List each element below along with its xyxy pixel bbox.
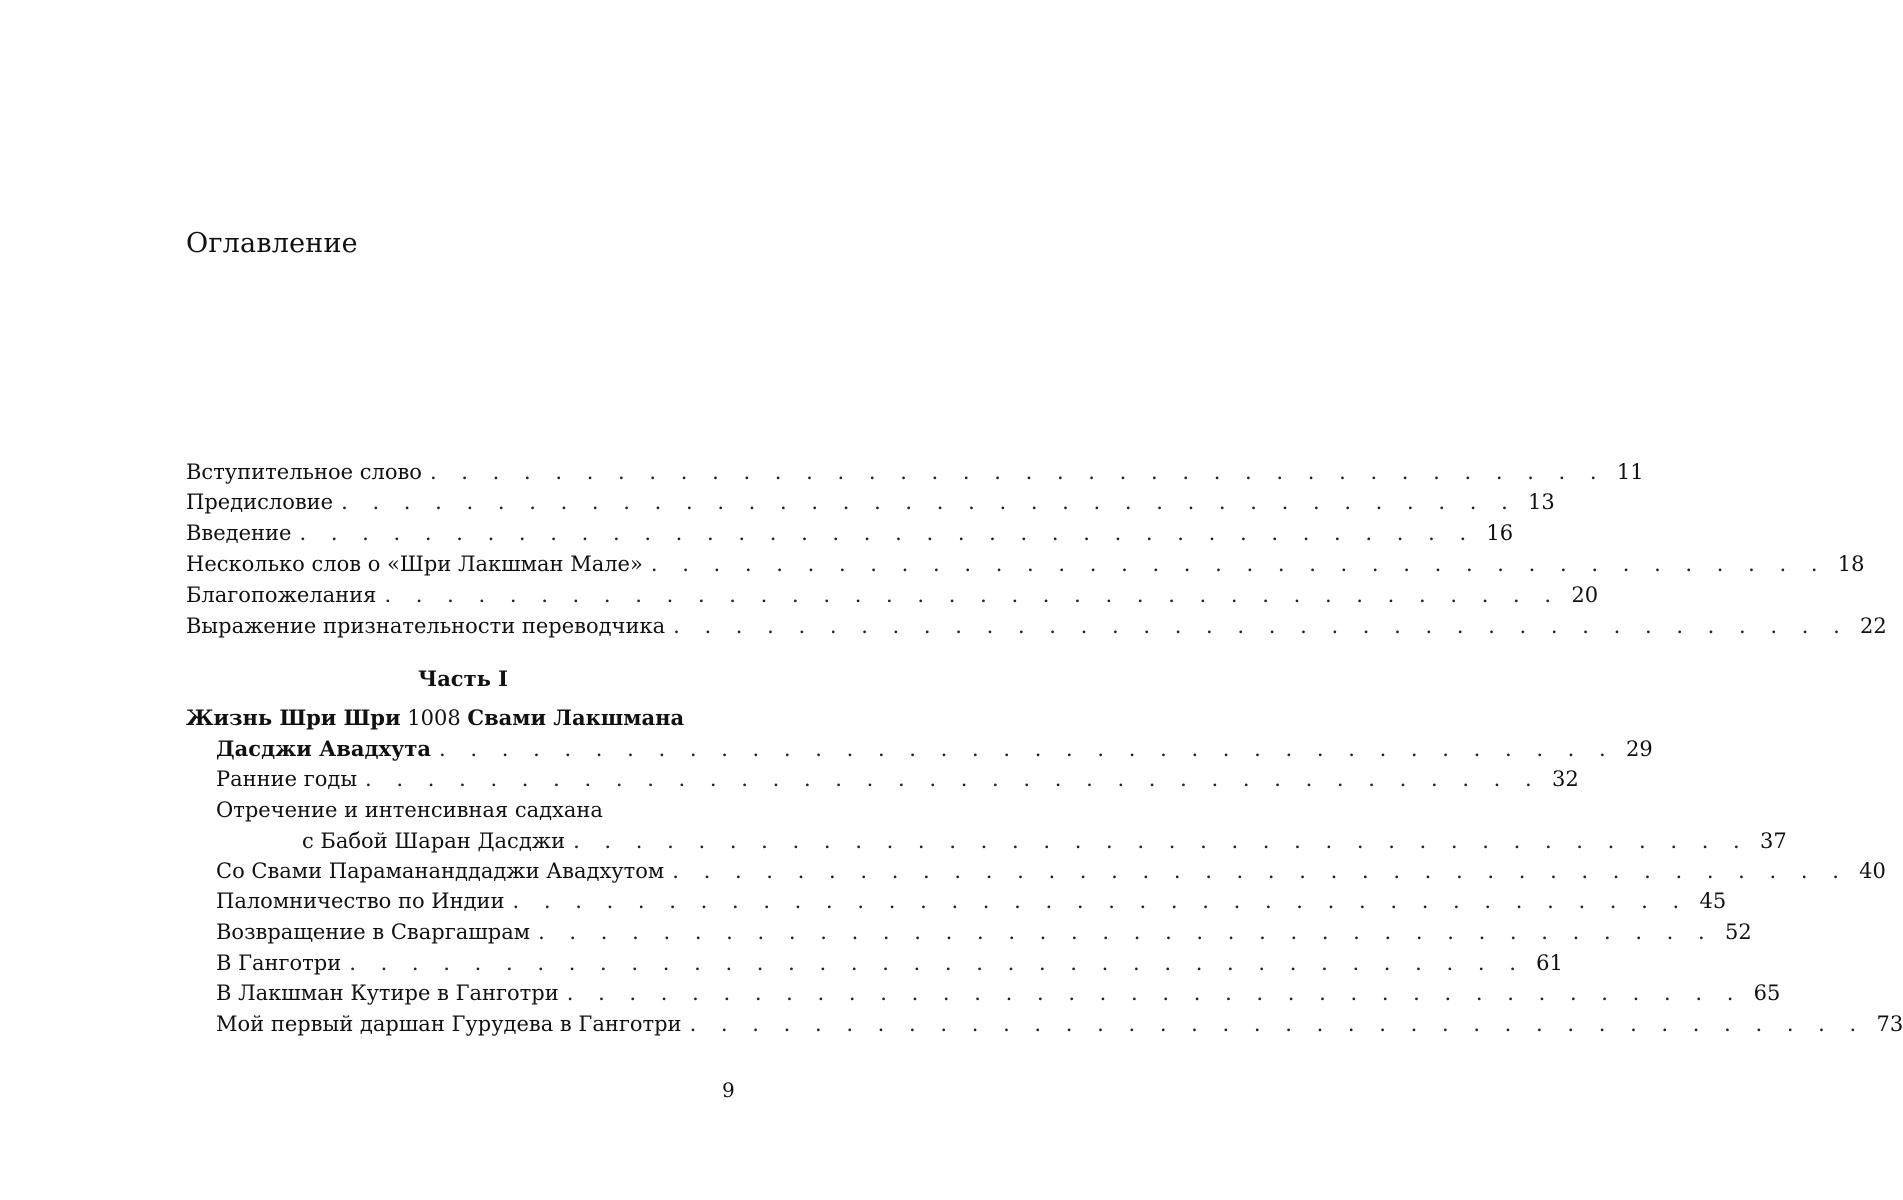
- part-heading: Часть I: [418, 666, 508, 691]
- toc-entry-page: 65: [1753, 981, 1781, 1005]
- chapter-title-part-a: Жизнь Шри Шри: [186, 705, 401, 730]
- toc-entry[interactable]: [216, 978, 1781, 1008]
- leader-dots: . . . . . . . . . . . . . . . . . . . . . . . . . . . . . . . . . . . . . .: [349, 951, 1525, 975]
- toc-entry-label-line1[interactable]: Отречение и интенсивная садхана: [216, 798, 603, 822]
- toc-entry-label: Несколько слов о «Шри Лакшман Мале»: [186, 552, 643, 576]
- toc-entry[interactable]: [186, 487, 1555, 517]
- toc-entry[interactable]: [216, 1009, 1903, 1039]
- toc-entry-page: 40: [1859, 859, 1886, 883]
- leader-dots: . . . . . . . . . . . . . . . . . . . . . . . . . . . . . . . . . . . . . .: [650, 552, 1827, 576]
- leader-dots: . . . . . . . . . . . . . . . . . . . . . . . . . . . . . . . . . . . . . .: [341, 490, 1517, 514]
- leader-dots: . . . . . . . . . . . . . . . . . . . . . . . . . . . . . . . . . . . . . .: [512, 889, 1689, 913]
- toc-entry[interactable]: [216, 886, 1727, 916]
- toc-entry-label: Со Свами Парамананддаджи Авадхутом: [216, 859, 665, 883]
- page-number: 9: [722, 1078, 735, 1102]
- toc-entry[interactable]: [186, 549, 1865, 579]
- toc-entry[interactable]: [216, 764, 1579, 794]
- toc-entry-page: 11: [1616, 460, 1644, 484]
- toc-entry-label: В Ганготри: [216, 951, 342, 975]
- toc-entry[interactable]: [216, 917, 1752, 947]
- leader-dots: . . . . . . . . . . . . . . . . . . . . . . . . . . . . . . . . . . . . . .: [566, 981, 1743, 1005]
- toc-entry-page: 52: [1724, 920, 1752, 944]
- leader-dots: . . . . . . . . . . . . . . . . . . . . . . . . . . . . . . . . . . . . . .: [672, 859, 1848, 883]
- toc-entry-page: 13: [1528, 490, 1555, 514]
- leader-dots: . . . . . . . . . . . . . . . . . . . . . . . . . . . . . . . . . . . . . .: [439, 737, 1615, 761]
- toc-entry-page: 32: [1551, 767, 1579, 791]
- toc-entry[interactable]: [216, 856, 1886, 886]
- chapter-title-part-b: Свами Лакшмана: [467, 705, 685, 730]
- toc-entry-label: Паломничество по Индии: [216, 889, 505, 913]
- toc-entry-page: 45: [1699, 889, 1727, 913]
- leader-dots: . . . . . . . . . . . . . . . . . . . . . . . . . . . . . . . . . . . . . .: [573, 829, 1749, 853]
- toc-entry-page: 20: [1571, 583, 1599, 607]
- leader-dots: . . . . . . . . . . . . . . . . . . . . . . . . . . . . . . . . . . . . . .: [538, 920, 1714, 944]
- toc-entry-page: 29: [1625, 737, 1653, 761]
- toc-entry-label: Ранние годы: [216, 767, 358, 791]
- toc-entry-label: Выражение признательности переводчика: [186, 614, 666, 638]
- toc-entry-page: 16: [1486, 521, 1514, 545]
- chapter-title-number: 1008: [400, 706, 468, 730]
- toc-entry-page: 61: [1536, 951, 1563, 975]
- toc-entry-label: Мой первый даршан Гурудева в Ганготри: [216, 1012, 682, 1036]
- toc-entry-label: Вступительное слово: [186, 460, 422, 484]
- chapter-title-line1[interactable]: [186, 703, 684, 733]
- leader-dots: . . . . . . . . . . . . . . . . . . . . . . . . . . . . . . . . . . . . . .: [384, 583, 1561, 607]
- chapter-title-line2: Дасджи Авадхута: [216, 736, 432, 761]
- page-title: Оглавление: [186, 228, 358, 259]
- leader-dots: . . . . . . . . . . . . . . . . . . . . . . . . . . . . . . . . . . . . . .: [365, 767, 1541, 791]
- leader-dots: . . . . . . . . . . . . . . . . . . . . . . . . . . . . . . . . . . . . . .: [299, 521, 1476, 545]
- toc-entry-label: Благопожелания: [186, 583, 377, 607]
- toc-entry[interactable]: [302, 826, 1787, 856]
- toc-entry-label: Предисловие: [186, 490, 334, 514]
- leader-dots: . . . . . . . . . . . . . . . . . . . . . . . . . . . . . . . . . . . . . .: [673, 614, 1849, 638]
- toc-entry-page: 73: [1876, 1012, 1903, 1036]
- toc-entry-label: В Лакшман Кутире в Ганготри: [216, 981, 559, 1005]
- toc-entry-page: 18: [1837, 552, 1865, 576]
- chapter-entry[interactable]: [216, 734, 1653, 764]
- leader-dots: . . . . . . . . . . . . . . . . . . . . . . . . . . . . . . . . . . . . . .: [689, 1012, 1866, 1036]
- toc-entry[interactable]: [186, 457, 1644, 487]
- toc-entry[interactable]: [186, 611, 1887, 641]
- leader-dots: . . . . . . . . . . . . . . . . . . . . . . . . . . . . . . . . . . . . . .: [429, 460, 1606, 484]
- toc-entry-label: Введение: [186, 521, 292, 545]
- toc-entry-label: Возвращение в Сваргашрам: [216, 920, 531, 944]
- toc-entry-page: 22: [1860, 614, 1887, 638]
- toc-entry-page: 37: [1760, 829, 1787, 853]
- toc-entry[interactable]: [186, 518, 1514, 548]
- toc-entry-label-line2: с Бабой Шаран Дасджи: [302, 829, 566, 853]
- toc-entry[interactable]: [186, 580, 1599, 610]
- toc-entry[interactable]: [216, 948, 1563, 978]
